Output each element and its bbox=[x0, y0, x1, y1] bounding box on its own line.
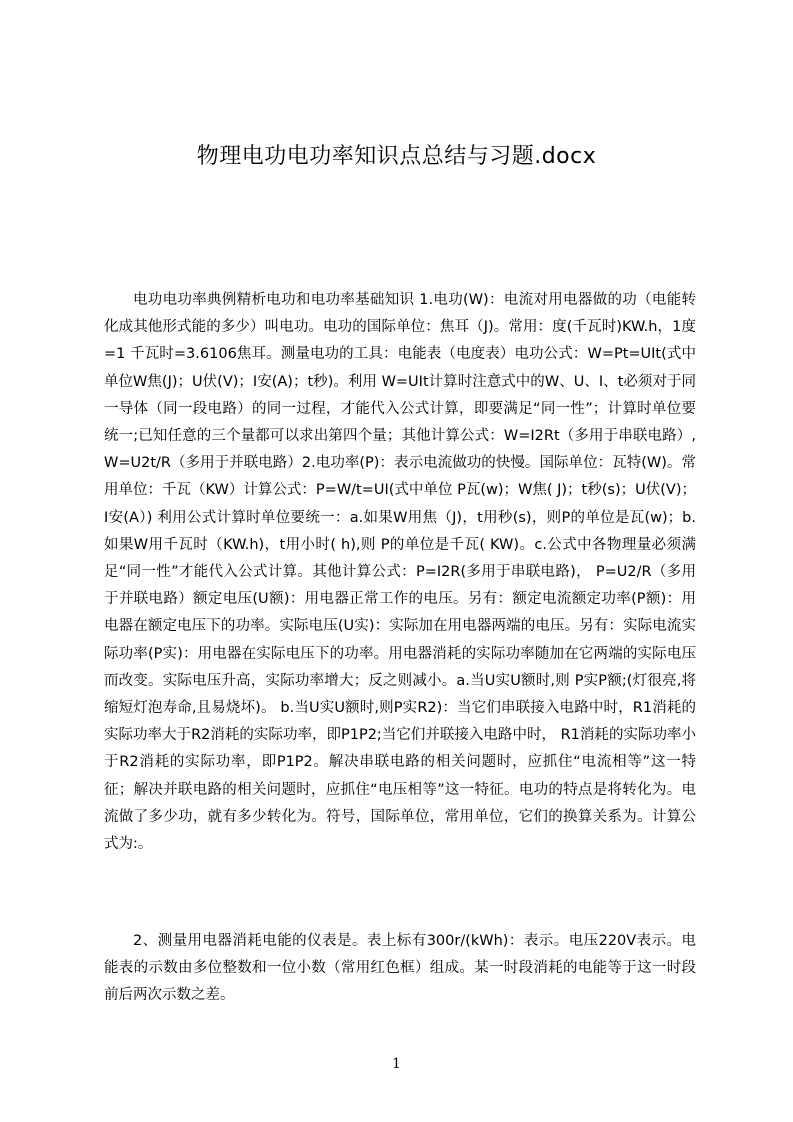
document-title: 物理电功电功率知识点总结与习题.docx bbox=[196, 144, 597, 169]
body-paragraph-energy-meter: 2、测量用电器消耗电能的仪表是。表上标有300r/(kWh)：表示。电压220V表示。电能表的示数由多位整数和一位小数（常用红色框）组成。某一时段消耗的电能等于这一时段前后两次示数之差。 bbox=[104, 933, 696, 1004]
page-number: 1 bbox=[392, 1056, 401, 1072]
body-paragraph-electric-work: 电功电功率典例精析电功和电功率基础知识 1.电功(W)：电流对用电器做的功（电能转化成其他形式能的多少）叫电功。电功的国际单位：焦耳（J)。常用：度(千瓦时)KW.h，1度=1 千瓦时=3.6106焦耳。测量电功的工具：电能表（电度表）电功公式：W=Pt=UIt(式中单位W焦(J)；U伏(V)；I安(A)；t秒)。利用 W=UIt计算时注意式中的W、U、I、t必须对于同一导体（同一段电路）的同一过程，才能代入公式计算，即要满足“同一性”；计算时单位要统一;已知任意的三个量都可以求出第四个量；其他计算公式：W=I2Rt（多用于串联电路）,W=U2t/R（多用于并联电路）2.电功率(P)：表示电流做功的快慢。国际单位：瓦特(W)。常用单位：千瓦（KW）计算公式：P=W/t=UI(式中单位 P瓦(w)；W焦( J)；t秒(s)；U伏(V)；I安(A）) 利用公式计算时单位要统一：a.如果W用焦（J)，t用秒(s)，则P的单位是瓦(w)；b.如果W用千瓦时（KW.h)，t用小时( h),则 P的单位是千瓦( KW)。c.公式中各物理量必须满足“同一性”才能代入公式计算。其他计算公式：P=I2R(多用于串联电路)， P=U2/R（多用于并联电路）额定电压(U额)：用电器正常工作的电压。另有：额定电流额定功率(P额)：用电器在额定电压下的功率。实际电压(U实)：实际加在用电器两端的电压。另有：实际电流实际功率(P实)：用电器在实际电压下的功率。用电器消耗的实际功率随加在它两端的实际电压而改变。实际电压升高，实际功率增大；反之则减小。a.当U实U额时,则 P实P额;(灯很亮,将缩短灯泡寿命,且易烧坏)。 b.当U实U额时,则P实R2)：当它们串联接入电路中时，R1消耗的实际功率大于R2消耗的实际功率，即P1P2;当它们并联接入电路中时， R1消耗的实际功率小于R2消耗的实际功率，即P1P2。解决串联电路的相关问题时，应抓住“电流相等”这一特征；解决并联电路的相关问题时，应抓住“电压相等”这一特征。电功的特点是将转化为。电流做了多少功，就有多少转化为。符号，国际单位，常用单位，它们的换算关系为。计算公式为:。 bbox=[104, 292, 696, 853]
